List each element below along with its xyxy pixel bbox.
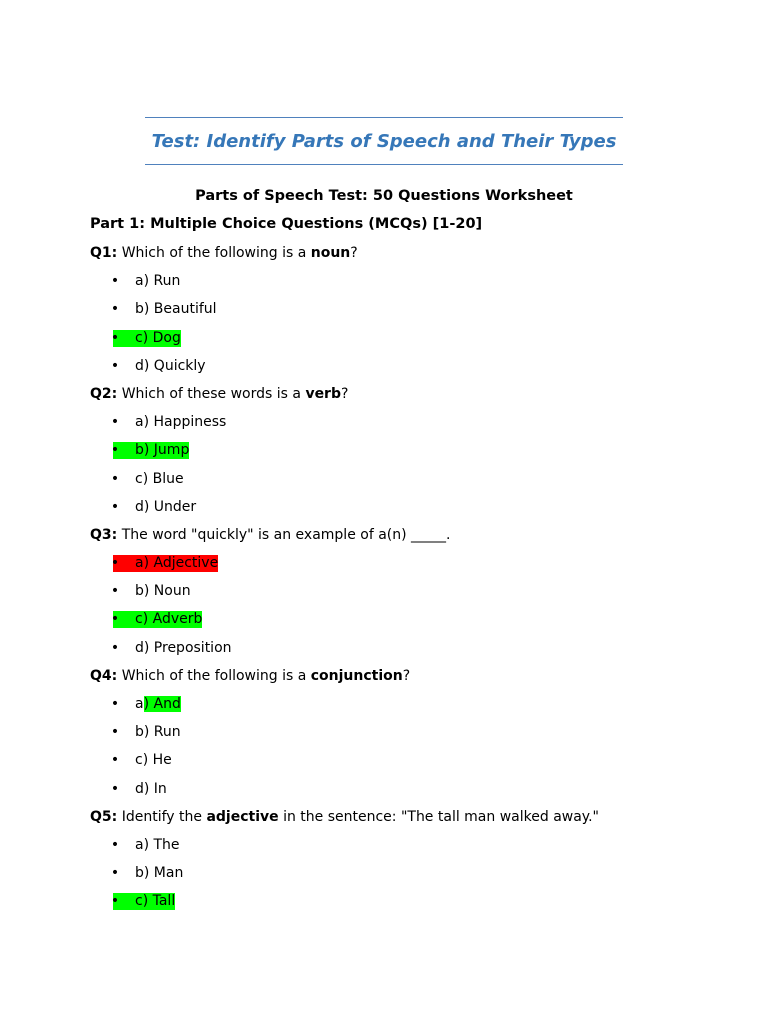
answer-option (90, 835, 710, 863)
option-label: b) Jump (135, 442, 190, 459)
question-keyword: verb (305, 385, 341, 402)
option-label: a) The (135, 836, 180, 853)
option-label-highlighted: ) And (143, 696, 181, 712)
option-label: c) He (135, 752, 172, 769)
option-label: c) Dog (135, 329, 181, 346)
answer-option (90, 609, 710, 637)
answer-option (90, 891, 710, 919)
question-text-end: ? (402, 667, 411, 684)
bullet-icon: • (110, 724, 120, 741)
bullet-icon: • (110, 780, 120, 797)
option-label: b) Noun (135, 583, 191, 600)
question-list (90, 243, 710, 920)
question-1 (90, 243, 710, 271)
question-text-end: ? (340, 385, 349, 402)
question-text: Which of these words is a (117, 385, 306, 402)
question-number: Q4: (90, 667, 118, 684)
question-keyword: noun (310, 245, 351, 261)
question-text: The word "quickly" is an example of a(n) _____. (117, 526, 451, 543)
question-keyword: conjunction (310, 667, 403, 684)
question-text: Which of the following is a (117, 667, 311, 684)
bullet-icon: • (110, 836, 120, 853)
question-number: Q3: (90, 526, 118, 543)
bullet-icon: • (110, 893, 120, 910)
option-label: a) Run (135, 273, 181, 290)
option-label: a) Happiness (135, 414, 227, 431)
answer-option (90, 328, 710, 356)
option-label-start: a (135, 696, 144, 712)
question-keyword: adjective (206, 808, 279, 825)
bullet-icon: • (110, 583, 120, 600)
question-number: Q2: (90, 385, 118, 402)
question-text-end: in the sentence: "The tall man walked away." (278, 808, 599, 825)
option-label: b) Run (135, 724, 181, 741)
option-label: a) Adjective (135, 555, 219, 572)
option-label: c) Blue (135, 470, 184, 487)
answer-option (90, 581, 710, 609)
answer-option (90, 553, 710, 581)
option-label: c) Adverb (135, 611, 203, 628)
bullet-icon: • (110, 442, 120, 459)
bullet-icon: • (110, 611, 120, 628)
page-title: Test: Identify Parts of Speech and Their Types (151, 130, 617, 152)
bullet-icon: • (110, 865, 120, 882)
option-label: d) Preposition (135, 639, 232, 656)
option-label: d) In (135, 780, 167, 797)
question-2 (90, 384, 710, 412)
bullet-icon: • (110, 470, 120, 487)
bullet-icon: • (110, 639, 120, 656)
option-label: b) Man (135, 865, 184, 882)
title-block (145, 117, 623, 165)
question-4 (90, 666, 710, 694)
option-label: c) Tall (135, 893, 176, 910)
question-text: Which of the following is a (117, 245, 311, 261)
answer-option (90, 497, 710, 525)
option-label: d) Quickly (135, 357, 206, 374)
bullet-icon: • (110, 696, 120, 712)
answer-option (90, 412, 710, 440)
question-5 (90, 807, 710, 835)
bullet-icon: • (110, 498, 120, 515)
answer-option (90, 750, 710, 778)
bullet-icon: • (110, 414, 120, 431)
answer-option (90, 779, 710, 807)
question-text-end: ? (350, 245, 358, 261)
option-label: d) Under (135, 498, 197, 515)
bullet-icon: • (110, 273, 120, 290)
question-text: Identify the (117, 808, 207, 825)
answer-option (90, 638, 710, 666)
question-3 (90, 525, 710, 553)
question-number: Q5: (90, 808, 118, 825)
answer-option (90, 863, 710, 891)
part-heading: Part 1: Multiple Choice Questions (MCQs) [1-20] (90, 216, 483, 232)
worksheet-subtitle: Parts of Speech Test: 50 Questions Worksheet (195, 188, 573, 204)
answer-option (90, 299, 710, 327)
option-label: b) Beautiful (135, 301, 217, 318)
answer-option (90, 722, 710, 750)
answer-option (90, 271, 710, 299)
bullet-icon: • (110, 301, 120, 318)
bullet-icon: • (110, 752, 120, 769)
bullet-icon: • (110, 555, 120, 572)
question-number: Q1: (90, 245, 118, 261)
answer-option (90, 356, 710, 384)
bullet-icon: • (110, 329, 120, 346)
answer-option (90, 469, 710, 497)
bullet-icon: • (110, 357, 120, 374)
answer-option (90, 440, 710, 468)
answer-option (90, 694, 710, 722)
